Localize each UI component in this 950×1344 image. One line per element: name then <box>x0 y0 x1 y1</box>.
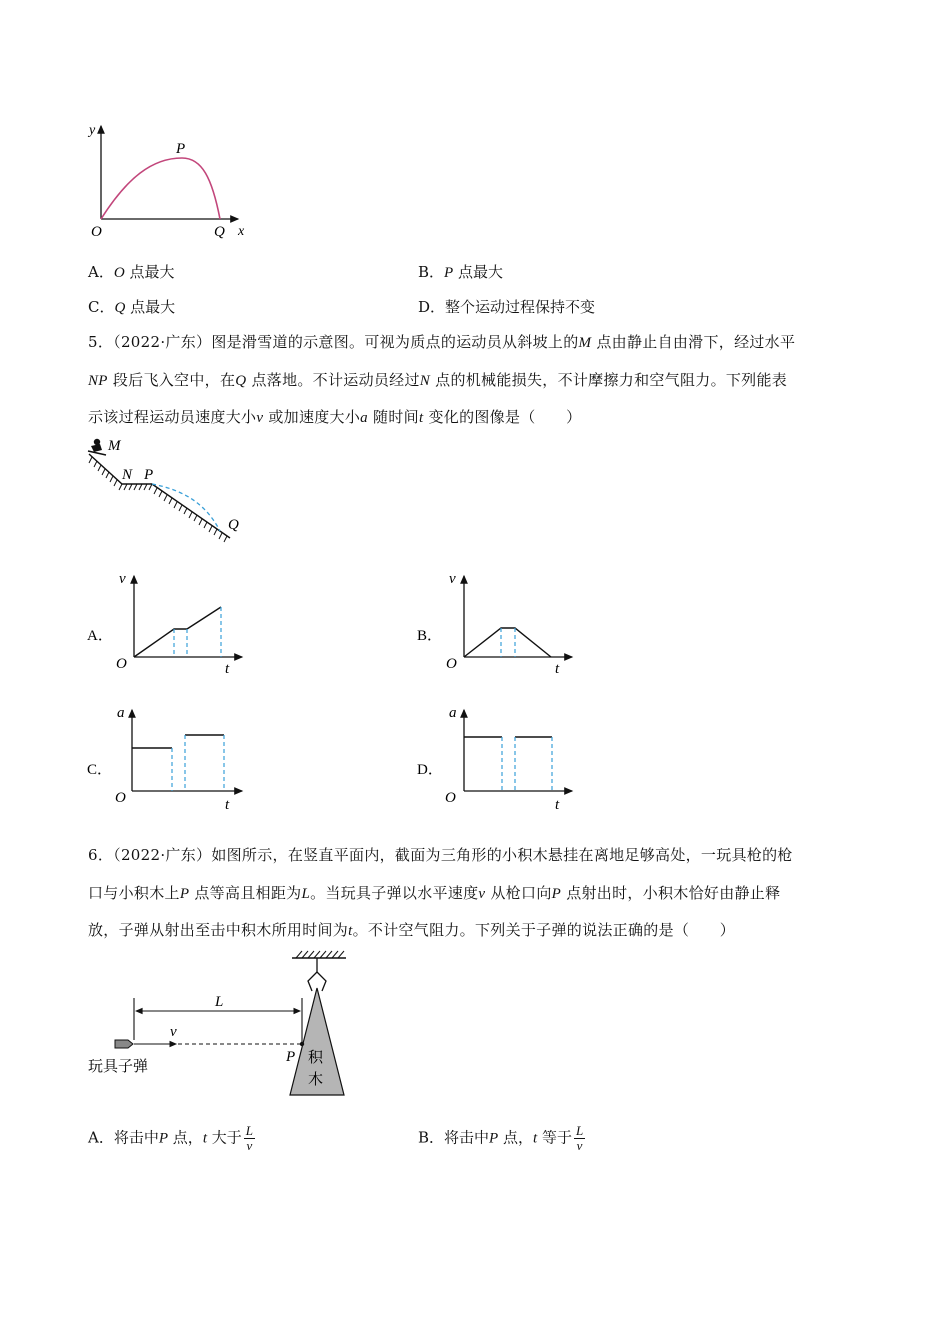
q5-text: 点由静止自由滑下，经过水平 <box>591 333 796 351</box>
q6-stem-line-2 <box>88 883 780 904</box>
q6-option-a-var-p: P <box>158 1130 169 1147</box>
q4-option-a-text: 点最大 <box>124 263 175 281</box>
q4-option-b[interactable] <box>418 262 503 283</box>
q5-text: 点落地。不计运动员经过 <box>246 371 420 389</box>
q5-d-x-label: t <box>555 797 560 813</box>
q6-label-v: v <box>170 1024 177 1040</box>
q6-bullet-label: 玩具子弹 <box>88 1059 149 1075</box>
q5-var: v <box>256 410 264 426</box>
q5-c-y-label: a <box>117 705 125 721</box>
q6-text: 口与小积木上 <box>88 884 180 902</box>
q4-option-c[interactable] <box>88 297 175 318</box>
q5-stem-line-1 <box>88 332 795 353</box>
q6-option-b[interactable] <box>418 1124 585 1153</box>
q4-option-b-letter: B． <box>418 263 445 281</box>
q4-origin-label: O <box>91 224 102 240</box>
q6-point-p <box>300 1042 304 1046</box>
q5-text: 或加速度大小 <box>263 408 361 426</box>
q6-option-b-text: 点， <box>498 1128 533 1147</box>
q6-var: t <box>348 923 353 939</box>
q5-option-c-label: C． <box>87 762 113 778</box>
q5-a-curve <box>134 607 221 657</box>
q5-b-y-label: v <box>449 571 456 587</box>
q5-d-origin: O <box>445 790 456 806</box>
q6-text: 点射出时，小积木恰好由静止释 <box>561 884 781 902</box>
q5-source: （2022·广东） <box>113 333 212 351</box>
q6-text: 如图所示，在竖直平面内，截面为三角形的小积木悬挂在离地足够高处，一玩具枪的枪 <box>211 846 793 864</box>
bullet-icon <box>115 1040 133 1048</box>
q5-b-origin: O <box>446 656 457 672</box>
q5-b-x-label: t <box>555 661 560 677</box>
q6-option-b-fraction <box>574 1124 585 1153</box>
q5-var: a <box>360 410 368 426</box>
q6-option-a-var-t: t <box>202 1130 207 1147</box>
q5-a-origin: O <box>116 656 127 672</box>
q5-ski-slope-diagram <box>84 434 254 546</box>
q6-text: 。不计空气阻力。下列关于子弹的说法正确的是（ ） <box>352 921 736 939</box>
q5-text: 点的机械能损失，不计摩擦力和空气阻力。下列能表 <box>430 371 788 389</box>
q6-clamp <box>308 958 326 991</box>
q6-option-a-text: 大于 <box>206 1128 242 1147</box>
q5-option-d-graph[interactable] <box>414 700 594 815</box>
q5-option-a-graph[interactable] <box>84 566 264 681</box>
skier-icon <box>88 439 106 455</box>
q5-option-a-label: A． <box>87 628 113 644</box>
q5-text: 图是滑雪道的示意图。可视为质点的运动员从斜坡上的 <box>211 333 579 351</box>
fraction-numerator: L <box>245 1123 253 1138</box>
q6-number: 6． <box>88 846 114 864</box>
q5-a-y-label: v <box>119 571 126 587</box>
q4-trajectory-graph <box>82 118 257 243</box>
q6-var: L <box>301 886 311 902</box>
q5-c-x-label: t <box>225 797 230 813</box>
q4-option-d[interactable] <box>418 297 595 317</box>
q4-option-c-text: 点最大 <box>125 298 176 316</box>
q5-label-q: Q <box>228 517 239 533</box>
q5-text: 示该过程运动员速度大小 <box>88 408 257 426</box>
q4-trajectory-curve <box>101 158 220 219</box>
q6-text: 点等高且相距为 <box>189 884 302 902</box>
q5-text: 段后飞入空中，在 <box>107 371 236 389</box>
q5-var: N <box>419 373 431 389</box>
q5-var: Q <box>235 373 247 389</box>
fraction-denominator: v <box>246 1138 253 1153</box>
q6-var: v <box>478 886 486 902</box>
q5-ground-hatching <box>89 457 227 542</box>
q6-block-char-1: 积 <box>308 1050 324 1066</box>
q4-option-b-var: P <box>444 265 454 281</box>
q6-option-b-var-p: P <box>489 1130 499 1147</box>
q6-var: P <box>551 886 562 902</box>
q4-option-d-text: 整个运动过程保持不变 <box>445 298 596 316</box>
q5-option-c-graph[interactable] <box>84 700 264 815</box>
q4-option-a[interactable] <box>88 262 174 283</box>
q5-var: NP <box>88 373 108 389</box>
q6-text: 。当玩具子弹以水平速度 <box>310 884 479 902</box>
q5-label-p: P <box>144 467 154 483</box>
q5-b-curve <box>464 628 551 657</box>
q4-option-b-text: 点最大 <box>453 263 503 281</box>
q5-text: 随时间 <box>367 408 419 426</box>
q6-option-b-letter: B． <box>418 1128 445 1147</box>
q5-d-y-label: a <box>449 705 457 721</box>
q4-option-d-letter: D． <box>418 298 446 316</box>
q4-option-c-var: Q <box>114 300 126 316</box>
q5-a-x-label: t <box>225 661 230 677</box>
q5-option-b-graph[interactable] <box>414 566 594 681</box>
q5-stem-line-3 <box>88 407 581 428</box>
q4-option-c-letter: C． <box>88 298 115 316</box>
fraction-numerator: L <box>575 1123 584 1138</box>
q6-ceiling <box>292 951 346 958</box>
q6-option-a[interactable] <box>88 1124 255 1153</box>
q6-label-p: P <box>286 1049 296 1065</box>
q4-peak-label: P <box>176 141 186 157</box>
q6-var: P <box>179 886 190 902</box>
q5-var: M <box>578 335 592 351</box>
q5-label-n: N <box>122 467 133 483</box>
q6-block-char-2: 木 <box>308 1072 324 1088</box>
q6-option-a-letter: A． <box>88 1128 114 1147</box>
q6-option-b-text: 将击中 <box>444 1128 490 1147</box>
q6-label-l: L <box>215 994 224 1010</box>
q5-option-d-label: D． <box>417 762 443 778</box>
q4-option-a-var: O <box>113 265 125 281</box>
q6-stem-line-1 <box>88 845 793 865</box>
q6-stem-line-3 <box>88 920 735 941</box>
q5-text: 变化的图像是（ ） <box>423 408 582 426</box>
q6-option-a-fraction <box>244 1124 255 1153</box>
fraction-denominator: v <box>576 1138 583 1153</box>
q4-x-label: x <box>238 224 245 239</box>
q6-source: （2022·广东） <box>113 846 212 864</box>
q4-option-a-letter: A． <box>88 263 114 281</box>
q6-option-a-text: 点， <box>168 1128 203 1147</box>
q4-y-label: y <box>89 123 96 138</box>
q5-var: t <box>418 410 424 426</box>
q4-end-label: Q <box>214 224 225 240</box>
q6-option-a-text: 将击中 <box>113 1128 159 1147</box>
q5-option-b-label: B． <box>417 628 443 644</box>
q5-label-m: M <box>108 438 121 454</box>
q6-option-b-text: 等于 <box>537 1128 572 1147</box>
q6-toy-gun-diagram <box>84 948 364 1108</box>
q5-c-origin: O <box>115 790 126 806</box>
q6-option-b-var-t: t <box>533 1130 538 1147</box>
q5-number: 5． <box>88 333 114 351</box>
q5-stem-line-2 <box>88 370 787 391</box>
q6-text: 放，子弹从射出至击中积木所用时间为 <box>88 921 349 939</box>
q6-text: 从枪口向 <box>485 884 552 902</box>
